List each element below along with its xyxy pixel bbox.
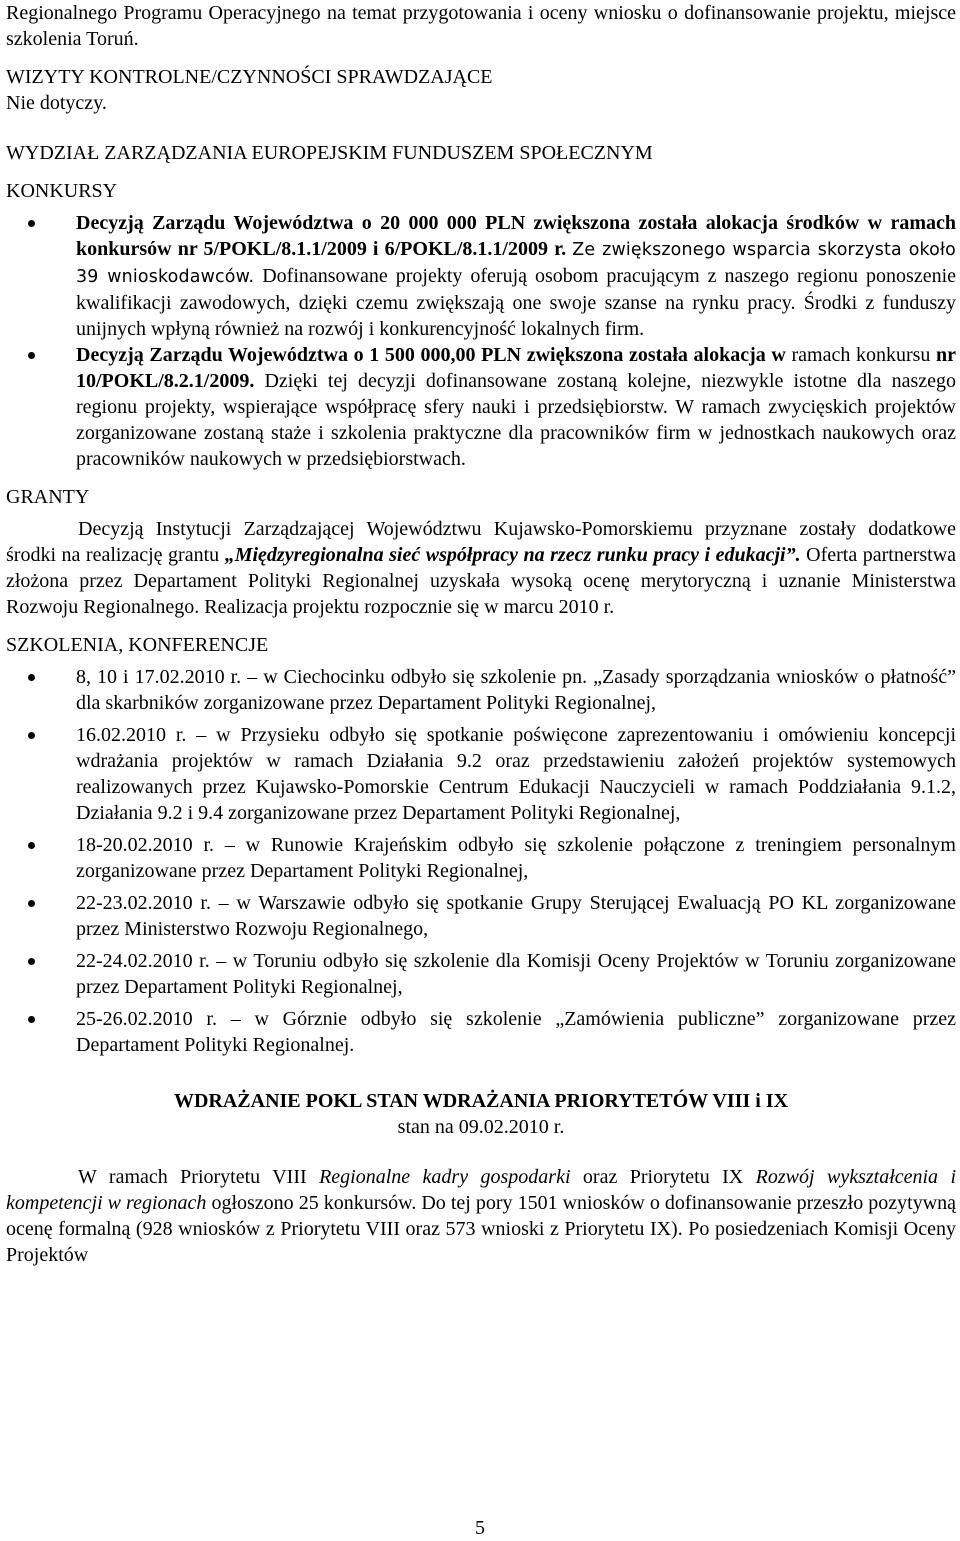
konkursy-item-2-bold1: Decyzją Zarządu Województwa o 1 500 000,00 PLN zwiększona została alokacja [76,344,766,366]
wdrazanie-paragraph [6,1164,956,1268]
szkolenia-list [6,664,956,1058]
szkolenia-item: 8, 10 i 17.02.2010 r. – w Ciechocinku odbyło się szkolenie pn. „Zasady sporządzania wniosków o płatność” dla skarbników zorganizowane przez Departament Polityki Regionalnej, [76,666,956,714]
granty-text-1: Decyzją Instytucji Zarządzającej Województwu Kujawsko-Pomorskiemu przyznane zostały dodatkowe środki na realizację grantu [6,518,956,566]
granty-grant-name: „Międzyregionalna sieć współpracy na rzecz runku pracy i edukacji”. [224,544,801,566]
wdrazanie-title: WDRAŻANIE POKL STAN WDRAŻANIA PRIORYTETÓW VIII i IX [173,1090,789,1112]
konkursy-item-2-bold-w: w [771,344,786,366]
document-page [6,0,956,1268]
section-wizyty [6,64,956,116]
szkolenia-item: 18-20.02.2010 r. – w Runowie Krajeńskim odbyło się szkolenie połączone z treningiem personalnym zorganizowane przez Departament Polityki Regionalnej, [76,834,956,882]
konkursy-item-1-bold: Decyzją Zarządu Województwa o 20 000 000 PLN zwiększona została alokacja środków w ramach konkursów nr 5/POKL/8.1.1/2009 i 6/POKL/8.1.1/2009 r. [76,212,956,260]
konkursy-item-2-normal1: ramach konkursu [791,344,931,366]
wdrazanie-priority-ix: Rozwój wykształcenia i kompetencji w regionach [6,1166,957,1214]
section-konkursy [6,178,956,472]
szkolenia-item: 22-23.02.2010 r. – w Warszawie odbyło się spotkanie Grupy Sterującej Ewaluacją PO KL zorganizowane przez Ministerstwo Rozwoju Regionalnego, [76,892,956,940]
section-szkolenia [6,632,956,1058]
wizyty-text: Nie dotyczy. [6,92,107,114]
granty-heading: GRANTY [6,486,90,508]
konkursy-item-2-bold2: nr 10/POKL/8.2.1/2009. [76,344,957,392]
szkolenia-item: 16.02.2010 r. – w Przysieku odbyło się spotkanie poświęcone zaprezentowaniu i omówieniu koncepcji wdrażania projektów w ramach Działania 9.2 oraz przedstawieniu założeń projektów systemowych realizowanych przez Kujawsko-Pomorskie Centrum Edukacji Nauczycieli w ramach Poddziałania 9.1.2, Działania 9.2 i 9.4 zorganizowane przez Departament Polityki Regionalnej, [76,724,956,824]
section-wdrazanie [6,1088,956,1268]
wydzial-heading: WYDZIAŁ ZARZĄDZANIA EUROPEJSKIM FUNDUSZEM SPOŁECZNYM [6,142,653,164]
szkolenia-item: 25-26.02.2010 r. – w Górznie odbyło się szkolenie „Zamówienia publiczne” zorganizowane przez Departament Polityki Regionalnej. [76,1008,956,1056]
wdrazanie-text-2: oraz Priorytetu IX [582,1166,744,1188]
granty-text-2: Oferta partnerstwa złożona przez Departament Polityki Regionalnej uzyskała wysoką ocenę merytoryczną i uznanie Ministerstwa Rozwoju Regionalnego. Realizacja projektu rozpocznie się w marcu 2010 r. [6,544,957,618]
wdrazanie-priority-viii: Regionalne kadry gospodarki [319,1166,571,1188]
section-granty [6,484,956,620]
konkursy-item-2-text: Dzięki tej decyzji dofinansowane zostaną kolejne, niezwykle istotne dla naszego regionu projekty, wspierające współpracę sfery nauki i przedsiębiorstw. W ramach zwycięskich projektów zorganizowane zostaną staże i szkolenia praktyczne dla pracowników firm w jednostkach naukowych oraz pracowników naukowych w przedsiębiorstwach. [76,370,957,470]
wdrazanie-subtitle: stan na 09.02.2010 r. [397,1116,565,1138]
page-number: 5 [475,1517,485,1539]
wizyty-heading: WIZYTY KONTROLNE/CZYNNOŚCI SPRAWDZAJĄCE [6,66,493,88]
konkursy-item-1-sans: Ze zwiększonego wsparcia skorzysta około 39 wnioskodawców. [76,240,957,287]
konkursy-item-2 [76,342,956,472]
konkursy-item-1 [76,210,956,342]
granty-paragraph [6,516,956,620]
intro-paragraph: Regionalnego Programu Operacyjnego na temat przygotowania i oceny wniosku o dofinansowanie projektu, miejsce szkolenia Toruń. [6,2,956,50]
konkursy-list [6,210,956,472]
wdrazanie-text-1: W ramach Priorytetu VIII [78,1166,307,1188]
wdrazanie-text-3: ogłoszono 25 konkursów. Do tej pory 1501 wniosków o dofinansowanie przeszło pozytywną ocenę formalną (928 wniosków z Priorytetu VIII oraz 573 wnioski z Priorytetu IX). Po posiedzeniach Komisji Oceny Projektów [6,1192,957,1266]
konkursy-item-1-text: Dofinansowane projekty oferują osobom pracującym z naszego regionu ponoszenie kwalifikacji zawodowych, dzięki czemu zwiększają one swoje szanse na rynku pracy. Środki z funduszy unijnych wpłyną również na rozwój i konkurencyjność lokalnych firm. [76,265,957,340]
szkolenia-heading: SZKOLENIA, KONFERENCJE [6,634,269,656]
szkolenia-item: 22-24.02.2010 r. – w Toruniu odbyło się szkolenie dla Komisji Oceny Projektów w Toruniu zorganizowane przez Departament Polityki Regionalnej, [76,950,956,998]
konkursy-heading: KONKURSY [6,180,118,202]
